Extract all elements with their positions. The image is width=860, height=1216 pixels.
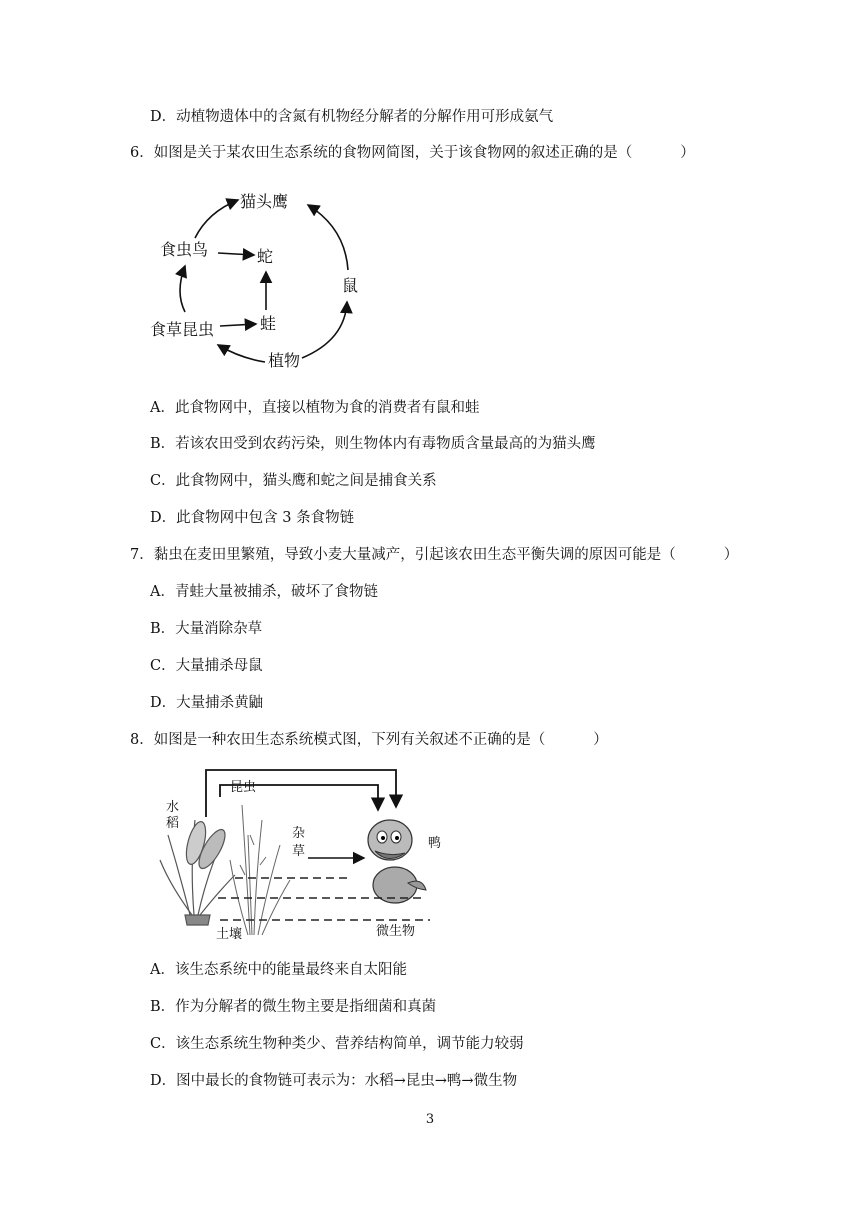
food-web-mouse-label: 鼠 <box>342 276 359 295</box>
q6-option-d: D．此食物网中包含 3 条食物链 <box>150 510 355 526</box>
page-number: 3 <box>425 1112 435 1127</box>
q6-option-b: B．若该农田受到农药污染，则生物体内有毒物质含量最高的为猫头鹰 <box>150 436 596 452</box>
q8-stem-text: 8．如图是一种农田生态系统模式图，下列有关叙述不正确的是（ <box>130 732 546 748</box>
q8-stem <box>130 730 608 750</box>
duck-illustration <box>368 820 426 903</box>
food-web-bird-label: 食虫鸟 <box>160 240 209 259</box>
arrow-mouse-to-owl <box>308 205 348 270</box>
food-web-frog-label: 蛙 <box>260 314 277 333</box>
q6-option-a: A．此食物网中，直接以植物为食的消费者有鼠和蛙 <box>150 400 480 416</box>
q6-stem-close: ） <box>680 145 695 161</box>
ecosystem-weed-label-2: 草 <box>292 844 306 859</box>
rice-plant-illustration <box>160 820 235 925</box>
food-web-plant-label: 植物 <box>268 351 301 370</box>
arrow-insect-to-frog <box>220 324 256 326</box>
q7-option-a: A．青蛙大量被捕杀，破坏了食物链 <box>150 584 378 600</box>
ecosystem-rice-label-2: 稻 <box>166 816 180 831</box>
arrow-bird-to-owl <box>195 200 238 238</box>
food-web-insect-label: 食草昆虫 <box>150 320 215 339</box>
arrow-plant-to-mouse <box>302 302 347 358</box>
ecosystem-weed-label-1: 杂 <box>292 826 306 841</box>
q8-option-b: B．作为分解者的微生物主要是指细菌和真菌 <box>150 999 437 1015</box>
q8-option-d: D．图中最长的食物链可表示为：水稻→昆虫→鸭→微生物 <box>150 1073 518 1089</box>
q7-option-d: D．大量捕杀黄鼬 <box>150 695 264 711</box>
q8-option-a: A．该生态系统中的能量最终来自太阳能 <box>150 962 407 978</box>
q8-stem-close: ） <box>593 732 608 748</box>
ecosystem-duck-label: 鸭 <box>428 836 442 851</box>
arrow-bird-to-snake <box>218 253 254 255</box>
q8-option-c: C．该生态系统生物种类少、营养结构简单，调节能力较弱 <box>150 1036 524 1052</box>
arrow-insect-to-bird <box>180 266 185 312</box>
q7-stem-text: 7．黏虫在麦田里繁殖，导致小麦大量减产，引起该农田生态平衡失调的原因可能是（ <box>130 547 676 563</box>
q6-option-c: C．此食物网中，猫头鹰和蛇之间是捕食关系 <box>150 473 437 489</box>
food-web-diagram <box>140 180 380 380</box>
ecosystem-soil-label: 土壤 <box>216 927 243 942</box>
ecosystem-insect-label: 昆虫 <box>230 780 257 795</box>
q7-stem-close: ） <box>723 547 739 563</box>
ecosystem-diagram <box>150 765 450 945</box>
q5-option-d: D．动植物遗体中的含氮有机物经分解者的分解作用可形成氨气 <box>150 109 554 125</box>
q6-stem <box>130 143 695 163</box>
ecosystem-rice-label-1: 水 <box>166 800 180 815</box>
food-web-snake-label: 蛇 <box>257 247 274 266</box>
q6-stem-text: 6．如图是关于某农田生态系统的食物网简图，关于该食物网的叙述正确的是（ <box>130 145 633 161</box>
ecosystem-microbe-label: 微生物 <box>376 924 416 939</box>
q7-option-b: B．大量消除杂草 <box>150 621 263 637</box>
arrow-plant-to-insect <box>218 345 265 362</box>
q7-stem <box>130 545 738 565</box>
weed-illustration <box>230 805 290 935</box>
food-web-owl-label: 猫头鹰 <box>240 192 289 211</box>
q7-option-c: C．大量捕杀母鼠 <box>150 658 263 674</box>
